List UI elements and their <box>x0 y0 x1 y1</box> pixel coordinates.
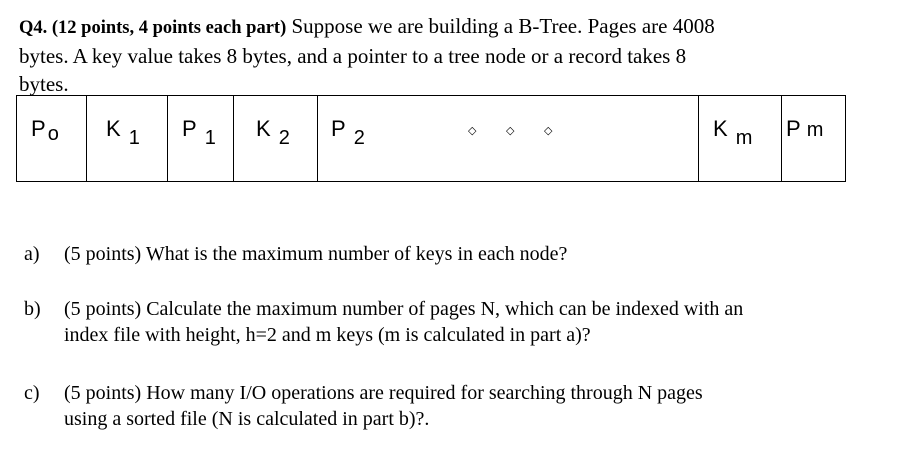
part-text-line-1: (5 points) Calculate the maximum number of pages N, which can be indexed with an <box>64 298 744 320</box>
question-text-1: Suppose we are building a B-Tree. Pages are 4008 <box>286 14 715 38</box>
node-label-p2: P 2 <box>331 116 365 149</box>
part-letter: b) <box>24 298 41 320</box>
node-label-k2: K 2 <box>256 116 290 149</box>
dot-icon: ◇ <box>506 124 515 137</box>
part-text-line-2: index file with height, h=2 and m keys (m is calculated in part a)? <box>64 324 591 346</box>
question-line-2: bytes. A key value takes 8 bytes, and a pointer to a tree node or a record takes 8 <box>19 44 687 68</box>
node-label-p1: P 1 <box>182 116 216 149</box>
question-line-1 <box>19 12 879 42</box>
btree-node-diagram <box>16 95 846 182</box>
part-text-line-1: (5 points) How many I/O operations are required for searching through N pages <box>64 382 703 404</box>
question-line-3: bytes. <box>19 72 69 96</box>
part-c <box>24 380 884 432</box>
node-cell-p0 <box>17 96 86 181</box>
node-cell-p1 <box>167 96 233 181</box>
question-lead: Q4. (12 points, 4 points each part) <box>19 18 287 38</box>
node-label-pm: P m <box>786 116 824 141</box>
part-letter: c) <box>24 382 40 404</box>
dot-icon: ◇ <box>468 124 477 137</box>
part-b <box>24 296 884 348</box>
ellipsis-dots <box>468 124 582 137</box>
node-cell-k2 <box>233 96 317 181</box>
part-text-line-2: using a sorted file (N is calculated in part b)?. <box>64 408 430 430</box>
part-text-line-1: (5 points) What is the maximum number of keys in each node? <box>64 243 568 265</box>
node-label-p0: P o <box>31 116 59 145</box>
node-cell-p2 <box>317 96 698 181</box>
part-letter: a) <box>24 243 40 265</box>
node-cell-k1 <box>86 96 167 181</box>
node-label-k1: K 1 <box>106 116 140 149</box>
dot-icon: ◇ <box>544 124 553 137</box>
part-a <box>24 241 884 267</box>
node-cell-pm <box>781 96 844 181</box>
question-header <box>19 12 879 98</box>
node-label-km: K m <box>713 116 753 149</box>
node-cell-km <box>698 96 781 181</box>
